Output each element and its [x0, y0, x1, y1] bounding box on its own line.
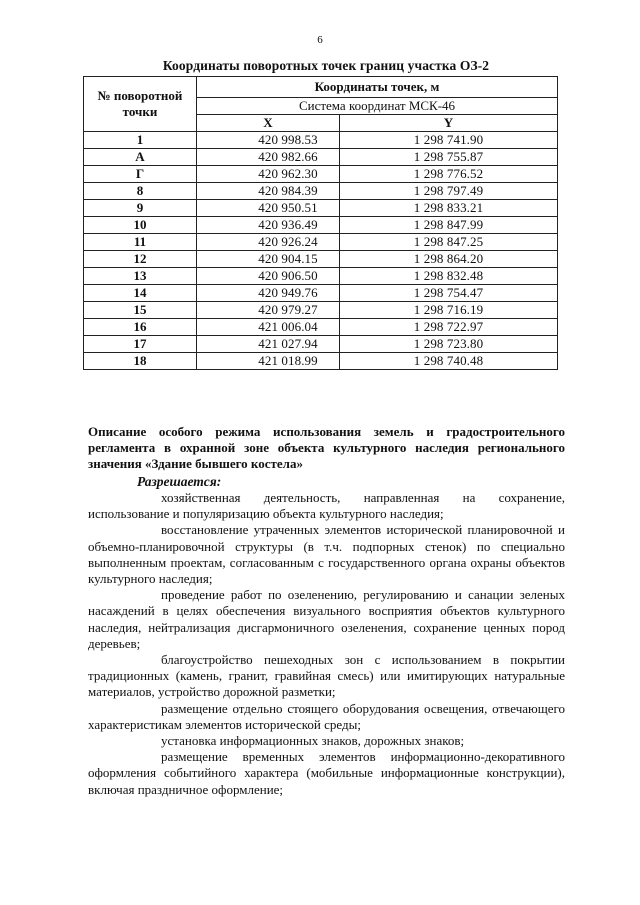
x-coordinate-cell: 420 904.15 — [197, 251, 340, 268]
section-heading: Описание особого режима использования земель и градостроительного регламента в охранной зоне объекта культурного наследия регионального значения «Здание бывшего костела» — [88, 424, 565, 472]
point-id-cell: Г — [84, 166, 197, 183]
header-x: X — [197, 115, 340, 132]
coordinates-body — [84, 132, 558, 370]
paragraph: установка информационных знаков, дорожных знаков; — [161, 733, 465, 749]
x-coordinate-cell: 420 936.49 — [197, 217, 340, 234]
point-id-cell: 10 — [84, 217, 197, 234]
y-coordinate-cell: 1 298 864.20 — [340, 251, 558, 268]
point-id-cell: 15 — [84, 302, 197, 319]
table-row — [84, 353, 558, 370]
y-coordinate-cell: 1 298 722.97 — [340, 319, 558, 336]
coordinates-table — [83, 76, 558, 370]
point-id-cell: 1 — [84, 132, 197, 149]
y-coordinate-cell: 1 298 847.25 — [340, 234, 558, 251]
x-coordinate-cell: 421 006.04 — [197, 319, 340, 336]
y-coordinate-cell: 1 298 741.90 — [340, 132, 558, 149]
paragraph: размещение временных элементов информационно-декоративного оформления событийного характера (мобильные информационные конструкции), включая праздничное оформление; — [88, 749, 565, 797]
paragraph-list — [88, 490, 565, 798]
y-coordinate-cell: 1 298 754.47 — [340, 285, 558, 302]
x-coordinate-cell: 420 982.66 — [197, 149, 340, 166]
y-coordinate-cell: 1 298 797.49 — [340, 183, 558, 200]
table-row — [84, 285, 558, 302]
table-row — [84, 234, 558, 251]
point-id-cell: 9 — [84, 200, 197, 217]
x-coordinate-cell: 420 998.53 — [197, 132, 340, 149]
header-point-number-line1: № поворотной — [97, 88, 183, 103]
paragraph: размещение отдельно стоящего оборудования освещения, отвечающего характеристикам элементов исторической среды; — [88, 700, 565, 732]
table-row — [84, 336, 558, 353]
x-coordinate-cell: 421 027.94 — [197, 336, 340, 353]
x-coordinate-cell: 420 979.27 — [197, 302, 340, 319]
table-row — [84, 166, 558, 183]
y-coordinate-cell: 1 298 833.21 — [340, 200, 558, 217]
paragraph: восстановление утраченных элементов исторической планировочной и объемно-планировочной структуры (в т.ч. подпорных стенок) по специально выполненным проектам, согласованным с государственного органа охраны объектов культурного наследия; — [88, 522, 565, 587]
point-id-cell: А — [84, 149, 197, 166]
table-row — [84, 251, 558, 268]
table-title: Координаты поворотных точек границ участка ОЗ-2 — [162, 58, 490, 73]
y-coordinate-cell: 1 298 740.48 — [340, 353, 558, 370]
y-coordinate-cell: 1 298 723.80 — [340, 336, 558, 353]
paragraph: хозяйственная деятельность, направленная на сохранение, использование и популяризацию объекта культурного наследия; — [88, 490, 565, 522]
x-coordinate-cell: 420 984.39 — [197, 183, 340, 200]
header-coordinate-system — [197, 98, 558, 115]
y-coordinate-cell: 1 298 776.52 — [340, 166, 558, 183]
x-coordinate-cell: 420 949.76 — [197, 285, 340, 302]
paragraph: благоустройство пешеходных зон с использованием в покрытии традиционных (камень, гранит, гравийная смесь) или имитирующих натуральные материалов, устройство дорожной разметки; — [88, 652, 565, 700]
header-y: Y — [340, 115, 558, 132]
header-coordinates — [197, 77, 558, 98]
point-id-cell: 13 — [84, 268, 197, 285]
header-coordinates-line1: Координаты точек, м — [314, 79, 440, 94]
x-coordinate-cell: 420 950.51 — [197, 200, 340, 217]
table-row — [84, 200, 558, 217]
x-coordinate-cell: 420 962.30 — [197, 166, 340, 183]
x-coordinate-cell: 420 906.50 — [197, 268, 340, 285]
point-id-cell: 16 — [84, 319, 197, 336]
table-row — [84, 183, 558, 200]
point-id-cell: 12 — [84, 251, 197, 268]
table-row — [84, 268, 558, 285]
table-row — [84, 302, 558, 319]
x-coordinate-cell: 421 018.99 — [197, 353, 340, 370]
point-id-cell: 18 — [84, 353, 197, 370]
point-id-cell: 14 — [84, 285, 197, 302]
table-row — [84, 149, 558, 166]
allowed-label: Разрешается: — [137, 474, 222, 489]
y-coordinate-cell: 1 298 847.99 — [340, 217, 558, 234]
point-id-cell: 17 — [84, 336, 197, 353]
y-coordinate-cell: 1 298 755.87 — [340, 149, 558, 166]
table-row — [84, 319, 558, 336]
point-id-cell: 8 — [84, 183, 197, 200]
header-coordinate-system-text: Система координат МСК-46 — [298, 98, 456, 113]
page-number: 6 — [317, 34, 323, 46]
header-point-number — [84, 77, 197, 132]
y-coordinate-cell: 1 298 832.48 — [340, 268, 558, 285]
paragraph: проведение работ по озеленению, регулированию и санации зеленых насаждений в целях обеспечения визуального восприятия объектов культурного наследия, нейтрализация дисгармоничного озеленения, сохранение ценных пород деревьев; — [88, 587, 565, 651]
table-row — [84, 217, 558, 234]
y-coordinate-cell: 1 298 716.19 — [340, 302, 558, 319]
header-point-number-line2: точки — [122, 104, 158, 119]
table-row — [84, 132, 558, 149]
point-id-cell: 11 — [84, 234, 197, 251]
x-coordinate-cell: 420 926.24 — [197, 234, 340, 251]
